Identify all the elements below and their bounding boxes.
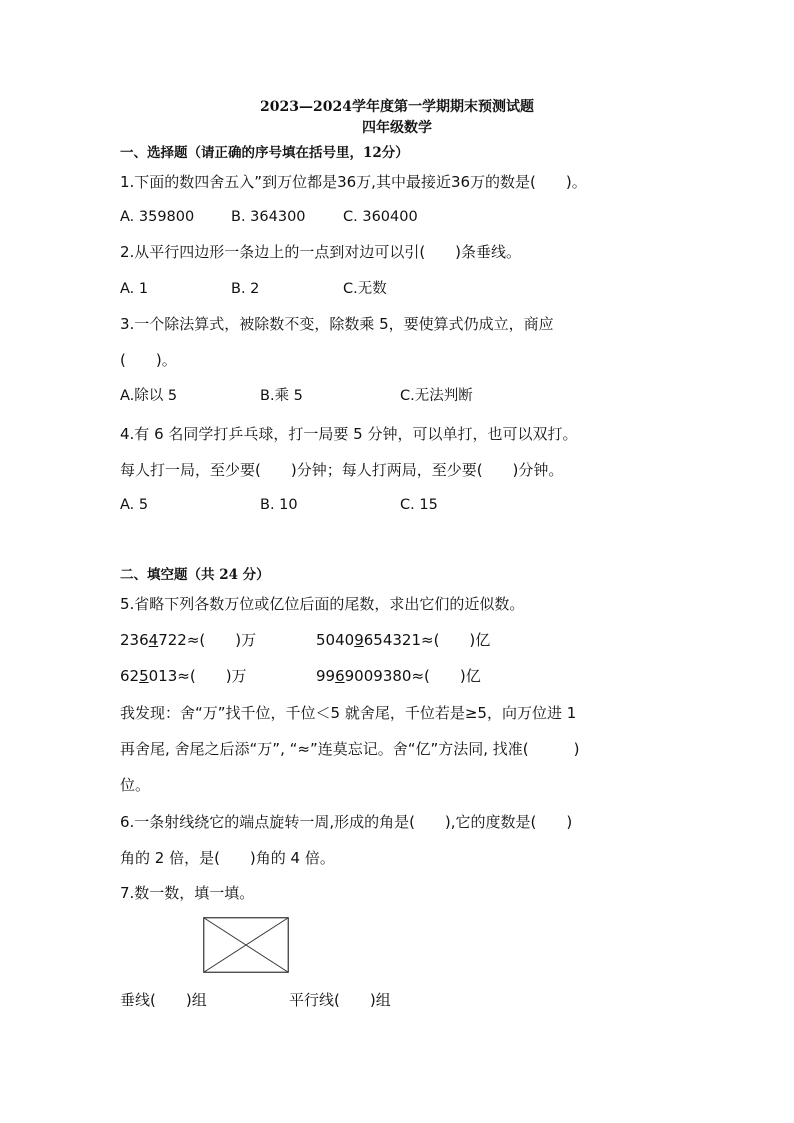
rectangle-with-diagonals-figure (203, 917, 289, 973)
q1-option-b: B. 364300 (231, 209, 306, 225)
q3-stem-line1: 3.一个除法算式，被除数不变，除数乘 5，要使算式仍成立，商应 (120, 315, 554, 333)
q5-item-2: 50409654321≈( )亿 (316, 631, 491, 649)
q5-item-1: 2364722≈( )万 (120, 631, 257, 649)
q1-stem: 1.下面的数四舍五入”到万位都是36万,其中最接近36万的数是( )。 (120, 173, 587, 191)
section2-heading: 二、填空题（共 24 分） (120, 567, 270, 583)
q1-option-a: A. 359800 (120, 209, 195, 225)
q5-finding-line3: 位。 (120, 776, 151, 794)
q4-option-a: A. 5 (120, 497, 149, 513)
q3-option-c: C.无法判断 (400, 388, 473, 404)
q7-stem: 7.数一数，填一填。 (120, 884, 255, 902)
q4-option-b: B. 10 (260, 497, 298, 513)
page-subtitle: 四年级数学 (362, 120, 432, 136)
q6-line1: 6.一条射线绕它的端点旋转一周,形成的角是( ),它的度数是( ) (120, 813, 573, 831)
section1-heading: 一、选择题（请正确的序号填在括号里，12分） (120, 145, 409, 161)
q7-answer-perpendicular: 垂线( )组 (120, 991, 207, 1009)
q2-option-c: C.无数 (343, 281, 387, 297)
q2-stem: 2.从平行四边形一条边上的一点到对边可以引( )条垂线。 (120, 243, 522, 261)
q5-finding-line2: 再舍尾, 舍尾之后添“万”, “≈”连莫忘记。舍“亿”方法同, 找准( ) (120, 740, 580, 758)
q3-option-a: A.除以 5 (120, 388, 178, 404)
q1-option-c: C. 360400 (343, 209, 418, 225)
q2-option-a: A. 1 (120, 281, 149, 297)
q5-stem: 5.省略下列各数万位或亿位后面的尾数，求出它们的近似数。 (120, 595, 525, 613)
page-title: 2023—2024学年度第一学期期末预测试题 (260, 99, 534, 115)
q5-item-3: 625013≈( )万 (120, 667, 247, 685)
q3-option-b: B.乘 5 (260, 388, 303, 404)
q6-line2: 角的 2 倍，是( )角的 4 倍。 (120, 849, 335, 867)
q3-stem-line2: ( )。 (120, 351, 177, 369)
q2-option-b: B. 2 (231, 281, 260, 297)
q5-finding-line1: 我发现：舍“万”找千位，千位＜5 就舍尾，千位若是≥5，向万位进 1 (120, 704, 577, 722)
q5-item-4: 9969009380≈( )亿 (316, 667, 481, 685)
q4-option-c: C. 15 (400, 497, 438, 513)
q4-stem-line1: 4.有 6 名同学打乒乓球，打一局要 5 分钟，可以单打，也可以双打。 (120, 425, 578, 443)
q7-answer-parallel: 平行线( )组 (289, 991, 391, 1009)
q4-stem-line2: 每人打一局，至少要( )分钟；每人打两局，至少要( )分钟。 (120, 461, 564, 479)
